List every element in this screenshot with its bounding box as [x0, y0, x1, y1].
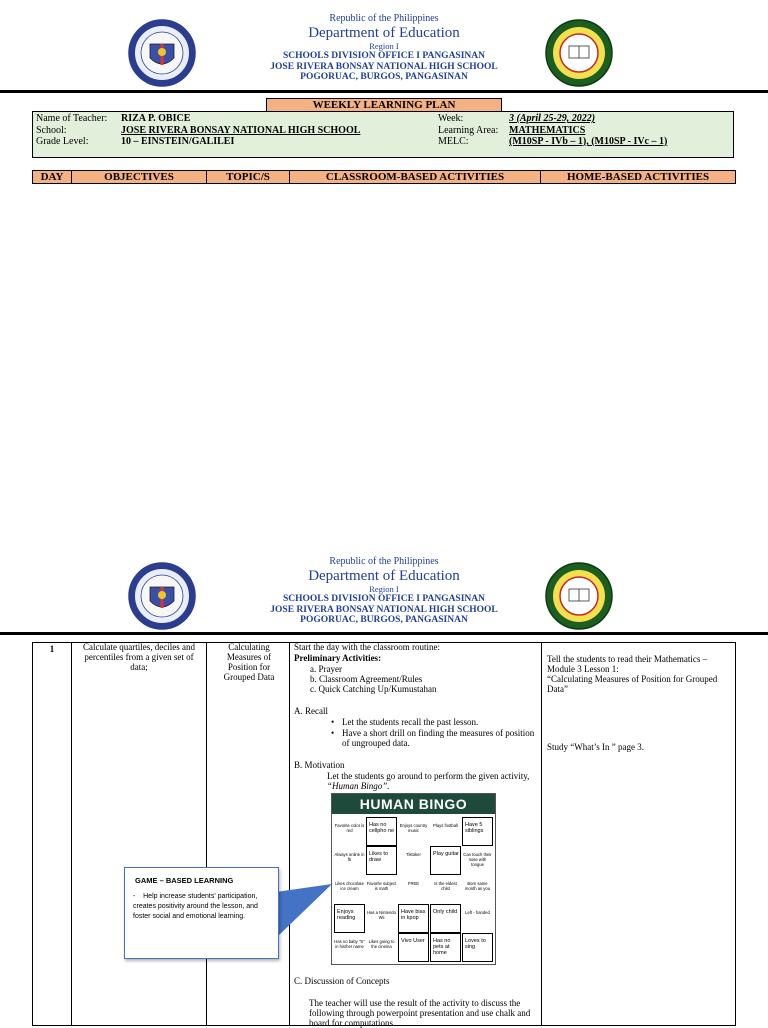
- bingo-cell: Has no pets at home: [430, 933, 461, 962]
- region-line-2: Region I: [369, 584, 399, 594]
- week-label: Week:: [438, 113, 464, 124]
- bingo-cell: Has no cellpho ne: [366, 817, 397, 846]
- teacher-value: RIZA P. OBICE: [121, 113, 191, 124]
- bingo-cell: Born same month as you: [464, 881, 491, 891]
- bingo-cell: Enjoys reading: [334, 904, 365, 933]
- col-divider: [71, 642, 72, 1026]
- prelim-item: b. Classroom Agreement/Rules: [310, 674, 423, 684]
- bullet-icon: •: [331, 717, 335, 727]
- school-line-2: JOSE RIVERA BONSAY NATIONAL HIGH SCHOOL: [270, 604, 498, 615]
- bingo-cell: Likes chocolate ice cream: [335, 881, 364, 891]
- week-value: 3 (April 25-29, 2022): [509, 113, 596, 124]
- discussion-title: C. Discussion of Concepts: [294, 976, 390, 986]
- bingo-cell: Only child: [430, 904, 461, 933]
- school-value: JOSE RIVERA BONSAY NATIONAL HIGH SCHOOL: [121, 125, 361, 136]
- motivation-text: Let the students go around to perform the given activity,: [327, 771, 530, 781]
- grade-label: Grade Level:: [36, 136, 89, 147]
- bingo-cell: Favorite subject is math: [366, 881, 397, 891]
- melc-value: (M10SP - IVb – 1), (M10SP - IVc – 1): [509, 136, 668, 147]
- grade-value: 10 – EINSTEIN/GALILEI: [121, 136, 235, 147]
- callout-body: [133, 892, 273, 922]
- col-classroom: CLASSROOM-BASED ACTIVITIES: [289, 170, 541, 184]
- republic-line: Republic of the Philippines: [329, 13, 439, 24]
- address-line-2: POGORUAC, BURGOS, PANGASINAN: [300, 615, 468, 625]
- bingo-cell: Is the eldest child: [434, 881, 457, 891]
- callout-pointer: [276, 884, 336, 946]
- home-study: Study “What’s In ” page 3.: [547, 742, 644, 752]
- division-line: SCHOOLS DIVISION OFFICE I PANGASINAN: [283, 51, 485, 61]
- col-objectives: OBJECTIVES: [71, 170, 207, 184]
- home-reading: Tell the students to read their Mathematics – Module 3 Lesson 1:: [547, 654, 708, 674]
- letterhead: [200, 13, 568, 83]
- prelim-item: c. Quick Catching Up/Kumustahan: [310, 684, 437, 694]
- recall-item: Have a short drill on finding the measures of position of ungrouped data.: [342, 728, 535, 748]
- col-divider: [289, 642, 290, 1026]
- discussion-text: The teacher will use the result of the activity to discuss the following through powerpoint presentation and use chalk and board for computations.: [309, 998, 531, 1028]
- plan-title: WEEKLY LEARNING PLAN: [266, 98, 502, 113]
- recall-item: Let the students recall the past lesson.: [342, 717, 479, 727]
- teacher-label: Name of Teacher:: [36, 113, 108, 124]
- deped-seal-logo-2: [128, 561, 196, 631]
- dash-icon: -: [133, 893, 144, 900]
- bingo-cell: Can touch their nose with tongue: [463, 852, 492, 867]
- topic-text: Calculating Measures of Position for Grouped Data: [223, 642, 275, 682]
- col-divider: [541, 642, 542, 1026]
- melc-label: MELC:: [438, 136, 469, 147]
- bingo-cell: Tiktoker: [406, 852, 421, 857]
- bingo-cell: Loves to sing: [462, 933, 493, 962]
- region-line: Region I: [369, 41, 399, 51]
- human-bingo-card: [331, 793, 496, 965]
- bingo-cell: FREE: [407, 881, 420, 886]
- motivation-activity: “Human Bingo”.: [327, 781, 390, 791]
- objective-text: Calculate quartiles, deciles and percentiles from a given set of data;: [83, 642, 195, 672]
- bingo-cell: Play guitar: [430, 846, 461, 875]
- col-home: HOME-BASED ACTIVITIES: [540, 170, 736, 184]
- bingo-cell: Favorite color is red: [334, 823, 365, 833]
- republic-line-2: Republic of the Philippines: [329, 556, 439, 567]
- bingo-cell: Always online in fb: [334, 852, 365, 862]
- col-divider: [206, 642, 207, 1026]
- prelim-item: a. Prayer: [310, 664, 342, 674]
- department-line-2: Department of Education: [308, 568, 460, 584]
- school-label: School:: [36, 125, 67, 136]
- bingo-cell: Vivo User: [398, 933, 429, 962]
- header-divider: [0, 90, 768, 93]
- bingo-cell: Has a Nintendo Wii: [367, 910, 396, 920]
- game-based-learning-callout: [124, 867, 279, 959]
- division-line-2: SCHOOLS DIVISION OFFICE I PANGASINAN: [283, 594, 485, 604]
- area-label: Learning Area:: [438, 125, 499, 136]
- bingo-cell: Left - handed: [465, 910, 490, 915]
- home-module-title: “Calculating Measures of Position for Grouped Data”: [547, 674, 718, 694]
- recall-title: A. Recall: [294, 706, 328, 716]
- bingo-cell: Has no baby "S" in his/her name: [334, 939, 365, 949]
- bingo-cell: Enjoys country music: [399, 823, 428, 833]
- letterhead-2: [200, 556, 568, 626]
- motivation-title: B. Motivation: [294, 760, 345, 770]
- bingo-cell: Likes to draw: [366, 846, 397, 875]
- department-line: Department of Education: [308, 25, 460, 41]
- bingo-title: HUMAN BINGO: [332, 794, 495, 814]
- deped-seal-logo: [128, 18, 196, 88]
- prelim-title: Preliminary Activities:: [294, 653, 382, 663]
- callout-text: Help increase students' participation, creates positivity around the lesson, and foster social and emotional learning.: [133, 893, 258, 920]
- bingo-cell: Have bias in kpop: [398, 904, 429, 933]
- address-line: POGORUAC, BURGOS, PANGASINAN: [300, 72, 468, 82]
- col-topics: TOPIC/S: [206, 170, 290, 184]
- area-value: MATHEMATICS: [509, 125, 586, 136]
- bingo-cell: Plays football: [433, 823, 458, 828]
- day-number: 1: [49, 644, 55, 654]
- bingo-cell: Likes going to the cinema: [368, 939, 395, 949]
- bingo-cell: Have 5 siblings: [462, 817, 493, 846]
- school-line: JOSE RIVERA BONSAY NATIONAL HIGH SCHOOL: [270, 61, 498, 72]
- callout-title: GAME – BASED LEARNING: [135, 876, 234, 885]
- header-divider-2: [0, 632, 768, 635]
- info-box: [32, 111, 734, 158]
- bullet-icon: •: [331, 728, 335, 738]
- routine-intro: Start the day with the classroom routine:: [294, 642, 440, 652]
- col-day: DAY: [32, 170, 72, 184]
